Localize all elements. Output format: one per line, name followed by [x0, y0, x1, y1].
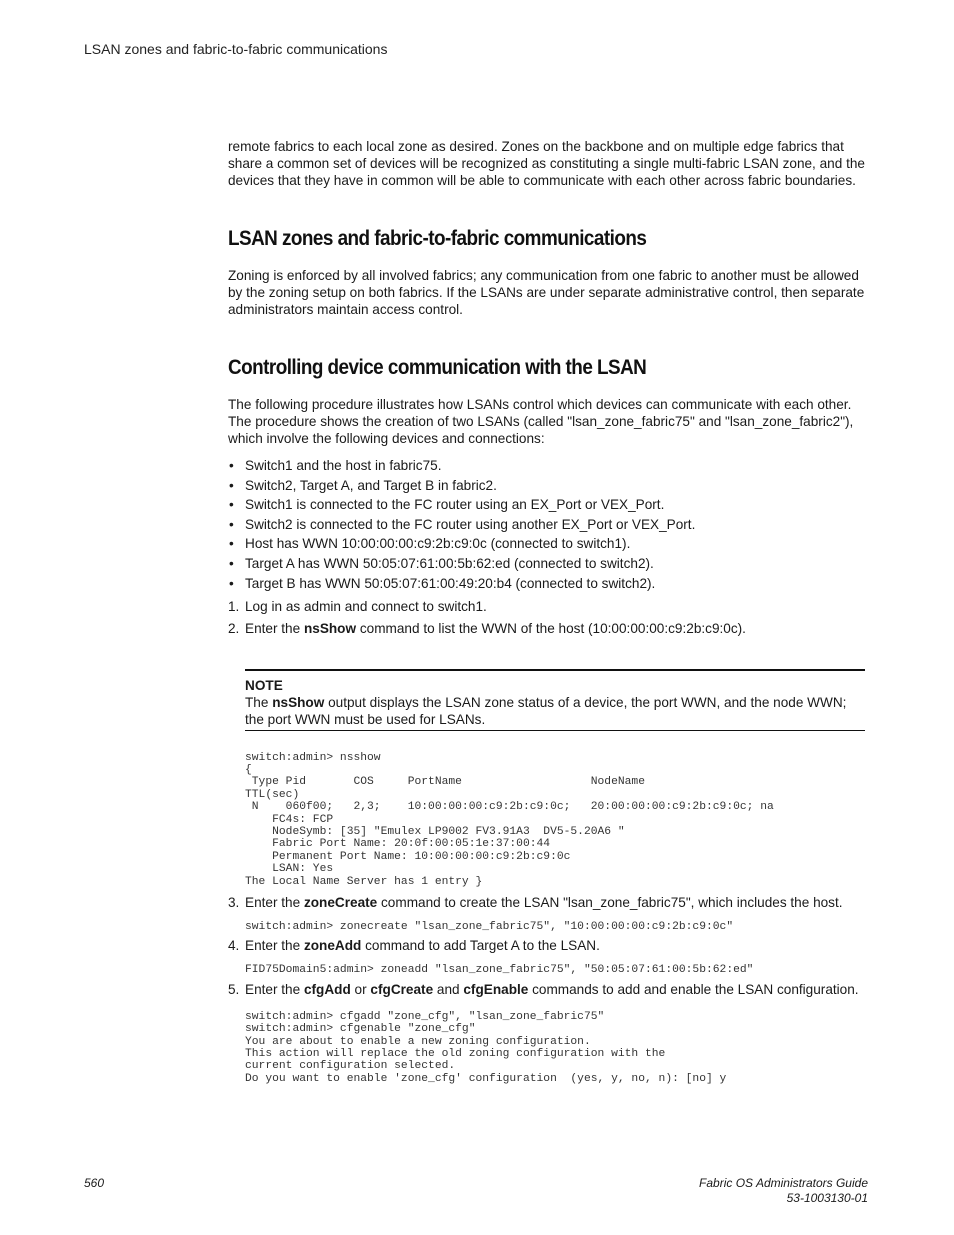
command-name: cfgAdd	[303, 981, 351, 997]
step-number: 1.	[228, 598, 240, 614]
doc-number: 53-1003130-01	[786, 1191, 868, 1205]
section-heading-lsan-zones: LSAN zones and fabric-to-fabric communications	[228, 227, 647, 250]
page-number: 560	[84, 1176, 105, 1190]
code-block-cfg: switch:admin> cfgadd "zone_cfg", "lsan_zone_fabric75" switch:admin> cfgenable "zone_cfg" You are about to enable a new zoning configuration. This action will replace the old zoning configuration with the current configuration selected. Do you want to enable 'zone_cfg' configuration (yes, y, no, n): [no] y	[245, 1010, 727, 1085]
code-block-zoneadd: FID75Domain5:admin> zoneadd "lsan_zone_fabric75", "50:05:07:61:00:5b:62:ed"	[245, 964, 754, 977]
bullet-icon: •	[229, 458, 234, 473]
running-header: LSAN zones and fabric-to-fabric communications	[84, 41, 388, 57]
section-paragraph-controlling: The following procedure illustrates how LSANs control which devices can communicate with each other. The procedure shows the creation of two LSANs (called "lsan_zone_fabric75" and "lsan_zone_fabric2"), which involve the following devices and connections:	[228, 397, 854, 446]
list-item: • Host has WWN 10:00:00:00:c9:2b:c9:0c (connected to switch1).	[229, 536, 631, 552]
list-item: • Switch2 is connected to the FC router using another EX_Port or VEX_Port.	[229, 516, 696, 532]
bullet-icon: •	[229, 477, 234, 493]
command-name: zoneAdd	[303, 938, 362, 954]
procedure-steps	[228, 598, 868, 637]
bullet-icon: •	[229, 536, 234, 552]
step-number: 2.	[228, 620, 240, 636]
code-block-nsshow: switch:admin> nsshow { Type Pid COS PortName NodeName TTL(sec) N 060f00; 2,3; 10:00:00:00:c9:2b:c9:0c; 20:00:00:00:c9:2b:c9:0c; na FC4s: FCP NodeSymb: [35] "Emulex LP9002 FV3.91A3 DV5-5.20A6 " Fabric Port Name: 20:0f:00:05:1e:37:00:44 Permanent Port Name: 10:00:00:00:c9:2b:c9:0c LSAN: Yes The Local Name Server has 1 entry }	[245, 751, 774, 888]
note-title: NOTE	[245, 677, 283, 693]
bullet-icon: •	[229, 516, 234, 532]
section-paragraph-lsan-zones: Zoning is enforced by all involved fabrics; any communication from one fabric to another must be allowed by the zoning setup on both fabrics. If the LSANs are under separate administrative control, then separate administrators maintain access control.	[228, 268, 865, 317]
step-number: 4.	[228, 938, 240, 954]
command-name: nsShow	[272, 694, 325, 710]
device-bullet-list	[228, 457, 868, 592]
command-name: cfgCreate	[370, 981, 434, 997]
bullet-icon: •	[229, 497, 234, 513]
code-block-zonecreate: switch:admin> zonecreate "lsan_zone_fabric75", "10:00:00:00:c9:2b:c9:0c"	[245, 921, 734, 934]
procedure-steps-continued	[228, 894, 868, 911]
bullet-icon: •	[229, 555, 234, 571]
command-name: zoneCreate	[303, 895, 378, 911]
step-number: 5.	[228, 981, 240, 997]
bullet-icon: •	[229, 575, 234, 591]
command-name: cfgEnable	[463, 981, 529, 997]
list-item: • Switch2, Target A, and Target B in fabric2.	[229, 477, 497, 493]
list-item: • Target B has WWN 50:05:07:61:00:49:20:b4 (connected to switch2).	[229, 575, 656, 591]
step-5: 5. Enter the cfgAdd or cfgCreate and cfgEnable commands to add and enable the LSAN configuration.	[228, 981, 859, 997]
step-text: Log in as admin and connect to switch1.	[245, 598, 487, 614]
step-4: 4. Enter the zoneAdd command to add Target A to the LSAN.	[228, 938, 600, 954]
footer-doc-info	[699, 1176, 868, 1206]
list-item: • Switch1 and the host in fabric75.	[229, 458, 442, 473]
doc-title: Fabric OS Administrators Guide	[699, 1176, 868, 1190]
procedure-steps-continued	[228, 981, 868, 998]
step-2: 2. Enter the nsShow command to list the WWN of the host (10:00:00:00:c9:2b:c9:0c).	[228, 620, 746, 636]
section-heading-controlling: Controlling device communication with the LSAN	[228, 356, 647, 379]
step-number: 3.	[228, 895, 240, 911]
procedure-steps-continued	[228, 937, 868, 954]
intro-paragraph: remote fabrics to each local zone as desired. Zones on the backbone and on multiple edge fabrics that share a common set of devices will be recognized as constituting a single multi-fabric LSAN zone, and the devices that they have in common will be able to communicate with each other across fabric boundaries.	[228, 139, 865, 188]
note-text: The nsShow output displays the LSAN zone status of a device, the port WWN, and the node WWN; the port WWN must be used for LSANs.	[245, 694, 847, 727]
command-name: nsShow	[303, 620, 357, 636]
list-item: • Target A has WWN 50:05:07:61:00:5b:62:ed (connected to switch2).	[229, 555, 654, 571]
page-content	[228, 138, 868, 1085]
list-item: • Switch1 is connected to the FC router using an EX_Port or VEX_Port.	[229, 497, 665, 513]
step-3: 3. Enter the zoneCreate command to create the LSAN "lsan_zone_fabric75", which includes the host.	[228, 895, 843, 911]
note-box	[245, 669, 865, 731]
step-1	[228, 598, 868, 615]
